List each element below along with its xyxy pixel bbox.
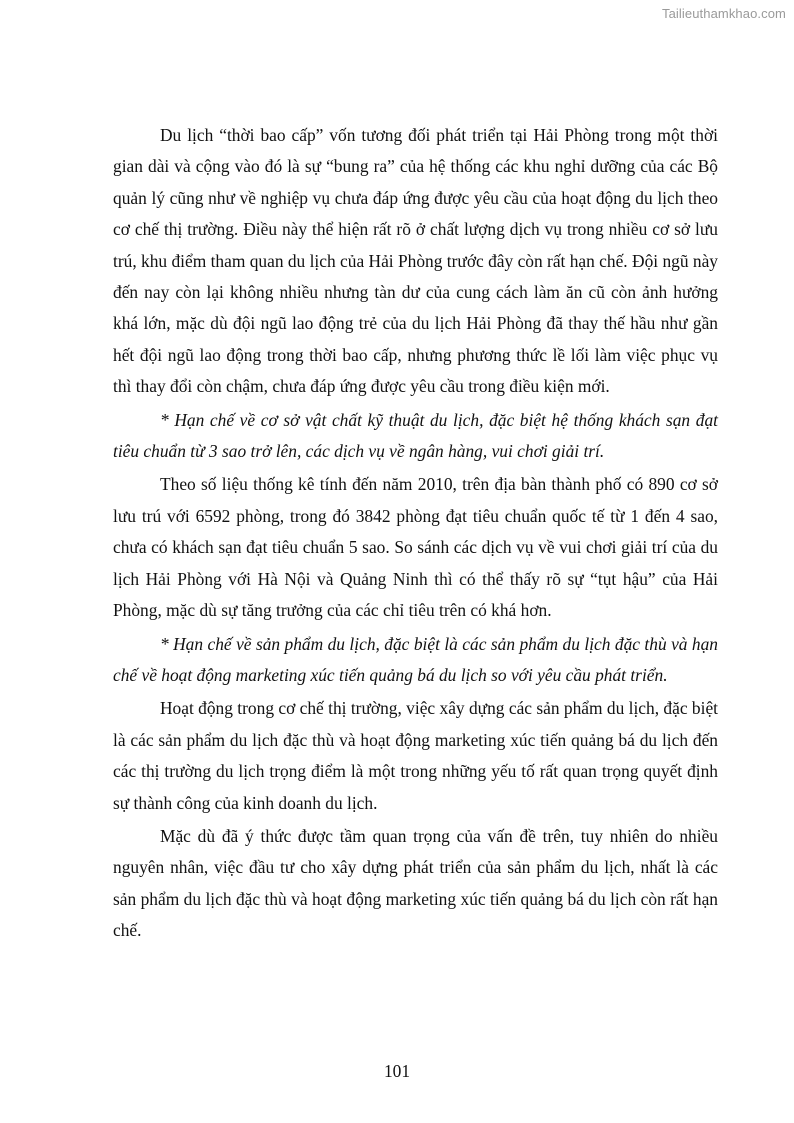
paragraph-5: Hoạt động trong cơ chế thị trường, việc xây dựng các sản phẩm du lịch, đặc biệt là các sản phẩm du lịch đặc thù và hoạt động marketing xúc tiến quảng bá du lịch đến các thị trường du lịch trọng điểm là một trong những yếu tố rất quan trọng quyết định sự thành công của kinh doanh du lịch. [113,698,718,813]
document-body [113,120,718,949]
paragraph-3: Theo số liệu thống kê tính đến năm 2010, trên địa bàn thành phố có 890 cơ sở lưu trú với 6592 phòng, trong đó 3842 phòng đạt tiêu chuẩn quốc tế từ 1 đến 4 sao, chưa có khách sạn đạt tiêu chuẩn 5 sao. So sánh các dịch vụ về vui chơi giải trí của du lịch Hải Phòng với Hà Nội và Quảng Ninh thì có thể thấy rõ sự “tụt hậu” của Hải Phòng, mặc dù sự tăng trưởng của các chỉ tiêu trên có khá hơn. [113,474,718,621]
paragraph-6: Mặc dù đã ý thức được tầm quan trọng của vấn đề trên, tuy nhiên do nhiều nguyên nhân, việc đầu tư cho xây dựng phát triển của sản phẩm du lịch, nhất là các sản phẩm du lịch đặc thù và hoạt động marketing xúc tiến quảng bá du lịch còn rất hạn chế. [113,825,718,941]
paragraph-2-italic-heading: * Hạn chế về cơ sở vật chất kỹ thuật du lịch, đặc biệt hệ thống khách sạn đạt tiêu chuẩn từ 3 sao trở lên, các dịch vụ về ngân hàng, vui chơi giải trí. [113,409,718,462]
watermark: Tailieuthamkhao.com [661,6,786,21]
paragraph-4-italic-heading: * Hạn chế về sản phẩm du lịch, đặc biệt là các sản phẩm du lịch đặc thù và hạn chế về hoạt động marketing xúc tiến quảng bá du lịch so với yêu cầu phát triển. [113,633,718,685]
page-number: 101 [383,1061,411,1081]
paragraph-1: Du lịch “thời bao cấp” vốn tương đối phát triển tại Hải Phòng trong một thời gian dài và cộng vào đó là sự “bung ra” của hệ thống các khu nghỉ dưỡng của các Bộ quản lý cũng như về nghiệp vụ chưa đáp ứng được yêu cầu của hoạt động du lịch theo cơ chế thị trường. Điều này thể hiện rất rõ ở chất lượng dịch vụ trong nhiều cơ sở lưu trú, khu điểm tham quan du lịch của Hải Phòng trước đây còn rất hạn chế. Đội ngũ này đến nay còn lại không nhiều nhưng tàn dư của cung cách làm ăn cũ còn ảnh hưởng khá lớn, mặc dù đội ngũ lao động trẻ của du lịch Hải Phòng đã thay thế hầu như gần hết đội ngũ lao động trong thời bao cấp, nhưng phương thức lề lối làm việc phục vụ thì thay đổi còn chậm, chưa đáp ứng được yêu cầu trong điều kiện mới. [113,125,718,397]
